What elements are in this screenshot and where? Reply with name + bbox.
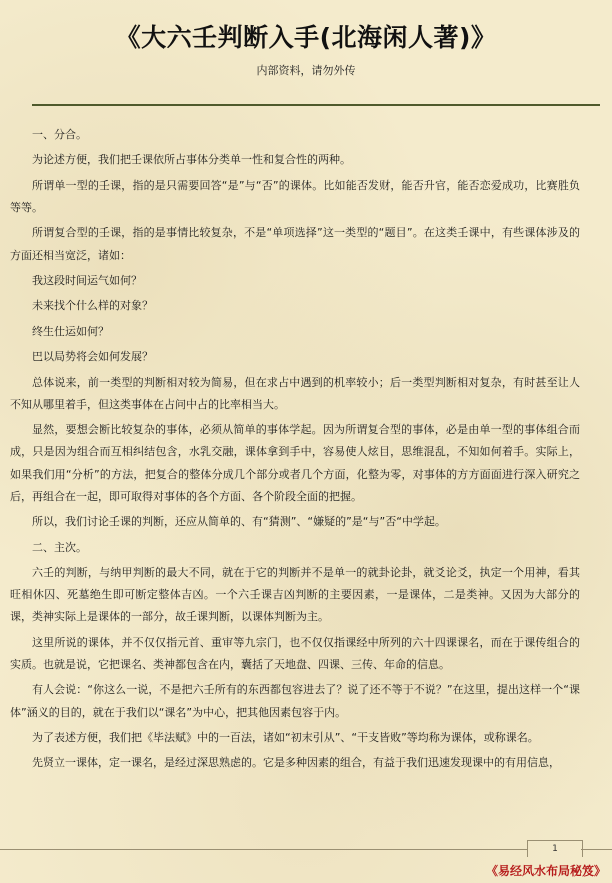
paragraph: 所谓单一型的壬课，指的是只需要回答“是”与“否”的课体。比如能否发财，能否升官，能否恋爱成功，比赛胜负等等。 bbox=[10, 178, 580, 214]
paragraph: 为了表述方便，我们把《毕法赋》中的一百法，诸如“初末引从”、“干支皆败”等均称为课体，或称课名。 bbox=[32, 730, 539, 744]
paragraph: 先贤立一课体，定一课名，是经过深思熟虑的。它是多种因素的组合，有益于我们迅速发现课中的有用信息， bbox=[32, 756, 560, 770]
paragraph: 我这段时间运气如何？ bbox=[32, 273, 142, 287]
paragraph: 所以，我们讨论壬课的判断，还应从简单的、有“猜测”、“嫌疑的”是“与”否“中学起。 bbox=[32, 515, 446, 529]
paragraph: 所谓复合型的壬课，指的是事情比较复杂，不是“单项选择”这一类型的“题目”。在这类壬课中，有些课体涉及的方面还相当宽泛，诸如： bbox=[10, 226, 580, 262]
footer-brand-title: 《易经风水布局秘笈》 bbox=[485, 864, 606, 878]
paragraph: 巴以局势将会如何发展？ bbox=[32, 350, 153, 364]
paragraph: 终生仕运如何？ bbox=[32, 324, 109, 338]
paragraph: 二、主次。 bbox=[32, 540, 87, 554]
paragraph: 六壬的判断，与纳甲判断的最大不同，就在于它的判断并不是单一的就卦论卦，就爻论爻，执定一个用神，看其旺相休囚、死墓绝生即可断定整体吉凶。一个六壬课吉凶判断的主要因素，一是课体，二是类神。又因为大部分的课，类神实际上是课体的一部分，故壬课判断，以课体判断为主。 bbox=[10, 565, 580, 624]
footer-rule-left bbox=[0, 849, 528, 850]
paragraph: 未来找个什么样的对象？ bbox=[32, 299, 153, 313]
document-title: 《大六壬判断入手(北海闲人著)》 bbox=[115, 23, 497, 52]
paragraph: 总体说来，前一类型的判断相对较为简易，但在求占中遇到的机率较小；后一类型判断相对复杂，有时甚至让人不知从哪里着手，但这类事体在占问中占的比率相当大。 bbox=[10, 375, 580, 411]
header-rule bbox=[32, 104, 600, 106]
paragraph: 显然，要想会断比较复杂的事体，必须从简单的事体学起。因为所谓复合型的事体，必是由单一型的事体组合而成，只是因为组合而互相纠结包含，水乳交融，课体拿到手中，容易使人炫目，思维混乱，不知如何着手。实际上，如果我们用“分析”的方法，把复合的整体分成几个部分或者几个方面，化整为零，对事体的方方面面进行深入研究之后，再组合在一起，即可取得对事体的各个方面、各个阶段全面的把握。 bbox=[10, 423, 580, 503]
footer-rule-right bbox=[581, 849, 612, 850]
page-number: 1 bbox=[527, 840, 583, 857]
paragraph: 这里所说的课体，并不仅仅指元首、重审等九宗门，也不仅仅指课经中所列的六十四课课名，而在于课传组合的实质。也就是说，它把课名、类神都包含在内，囊括了天地盘、四课、三传、年命的信息。 bbox=[10, 635, 580, 671]
document-body bbox=[10, 124, 580, 778]
paragraph: 一、分合。 bbox=[32, 128, 87, 141]
paragraph: 有人会说：“你这么一说，不是把六壬所有的东西都包容进去了？说了还不等于不说？”在这里，提出这样一个“课体”涵义的目的，就在于我们以“课名”为中心，把其他因素包容于内。 bbox=[10, 683, 580, 719]
document-subtitle: 内部资料，请勿外传 bbox=[256, 64, 356, 77]
paragraph: 为论述方便，我们把壬课依所占事体分类单一性和复合性的两种。 bbox=[32, 153, 351, 167]
